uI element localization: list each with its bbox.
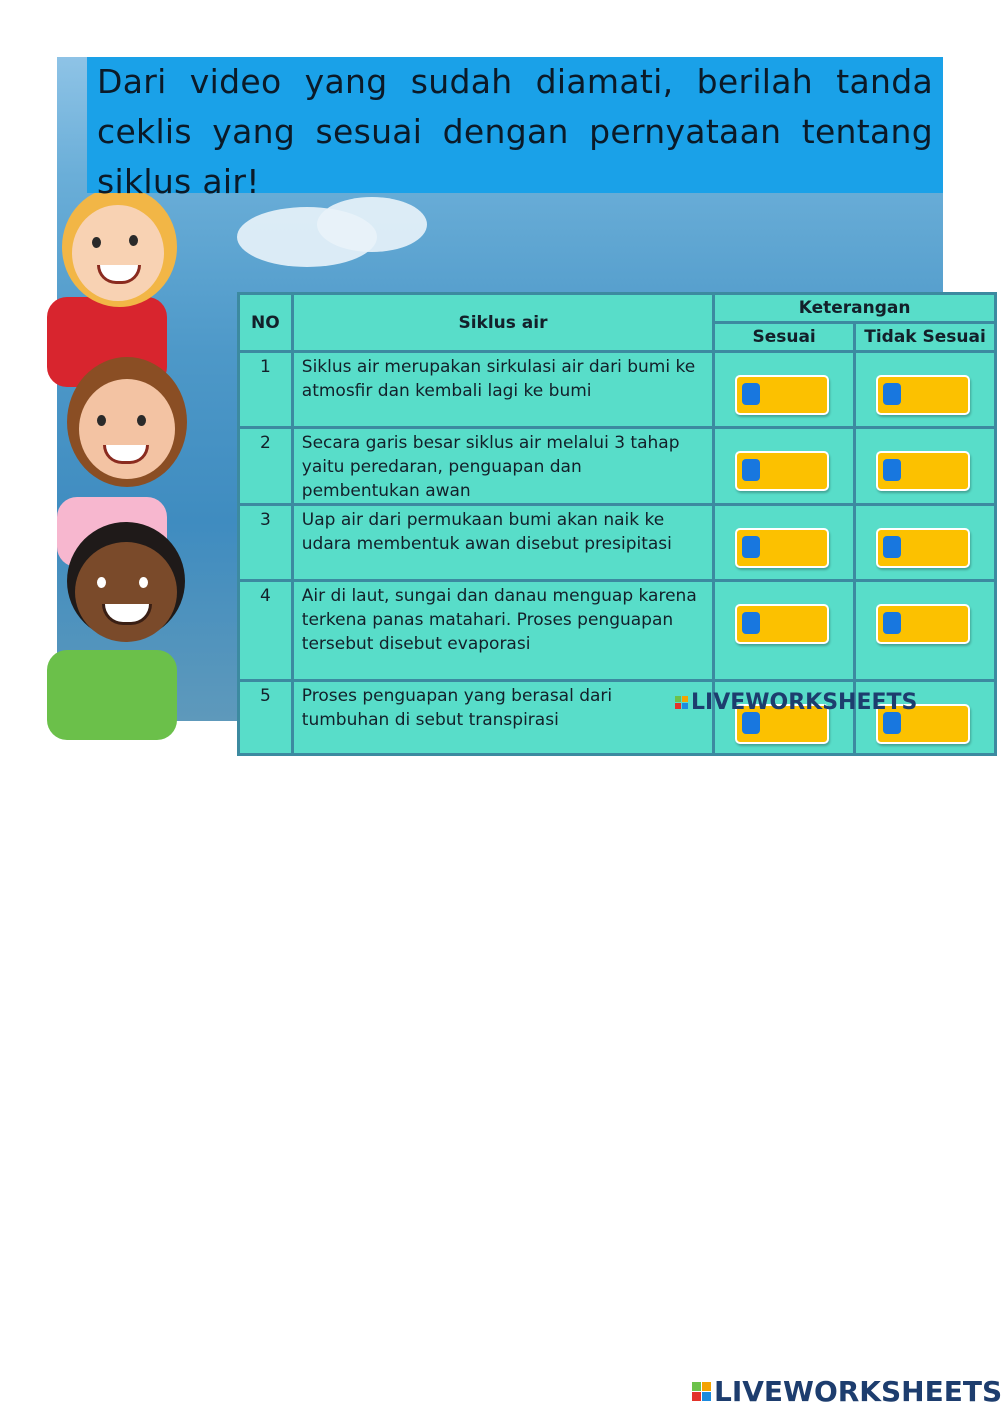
checkbox-toggle-icon [742,459,760,481]
instruction-text: Dari video yang sudah diamati, berilah tanda ceklis yang sesuai dengan pernyataan tentang siklus air! [97,62,933,201]
checkbox-toggle-icon [742,536,760,558]
header-sesuai: Sesuai [714,323,855,352]
row-number: 3 [239,505,293,581]
checkbox-toggle-icon [883,383,901,405]
liveworksheets-watermark [675,690,917,715]
checkbox-toggle-icon [742,383,760,405]
worksheet-image [57,57,986,730]
row-statement: Uap air dari permukaan bumi akan naik ke udara membentuk awan disebut presipitasi [292,505,713,581]
brand-text: LIVEWORKSHEETS [691,690,918,715]
tidak-sesuai-checkbox[interactable] [876,528,970,568]
instruction-banner [87,57,943,201]
kid-boy-illustration [57,522,197,722]
row-statement: Siklus air merupakan sirkulasi air dari bumi ke atmosfir dan kembali lagi ke bumi [292,352,713,428]
liveworksheets-logo-icon [692,1382,711,1401]
header-tidak-sesuai: Tidak Sesuai [855,323,996,352]
liveworksheets-logo-icon [675,696,688,709]
checkbox-toggle-icon [883,536,901,558]
sesuai-cell [714,428,855,505]
sesuai-checkbox[interactable] [735,451,829,491]
tidak-sesuai-checkbox[interactable] [876,451,970,491]
row-number: 5 [239,681,293,755]
row-statement: Secara garis besar siklus air melalui 3 tahap yaitu peredaran, penguapan dan pembentukan awan [292,428,713,505]
table-row [239,505,996,581]
tidak-sesuai-checkbox[interactable] [876,604,970,644]
checkbox-toggle-icon [883,612,901,634]
sesuai-checkbox[interactable] [735,528,829,568]
row-statement: Air di laut, sungai dan danau menguap karena terkena panas matahari. Proses penguapan tersebut disebut evaporasi [292,581,713,681]
sesuai-cell [714,581,855,681]
header-no: NO [239,294,293,352]
sesuai-checkbox[interactable] [735,375,829,415]
table-row [239,428,996,505]
sesuai-checkbox[interactable] [735,604,829,644]
sesuai-cell [714,505,855,581]
table-row [239,352,996,428]
row-statement: Proses penguapan yang berasal dari tumbuhan di sebut transpirasi [292,681,713,755]
sesuai-cell [714,352,855,428]
checkbox-toggle-icon [742,712,760,734]
header-keterangan: Keterangan [714,294,996,323]
row-number: 4 [239,581,293,681]
row-number: 1 [239,352,293,428]
checkbox-toggle-icon [883,459,901,481]
row-number: 2 [239,428,293,505]
tidak-sesuai-cell [855,428,996,505]
tidak-sesuai-cell [855,505,996,581]
liveworksheets-footer-logo[interactable] [692,1375,1002,1408]
water-cycle-table [237,292,997,756]
kid-girl-blonde-illustration [57,187,187,377]
checkbox-toggle-icon [742,612,760,634]
table-row [239,581,996,681]
header-statement: Siklus air [292,294,713,352]
tidak-sesuai-cell [855,581,996,681]
tidak-sesuai-checkbox[interactable] [876,375,970,415]
tidak-sesuai-cell [855,352,996,428]
checkbox-toggle-icon [883,712,901,734]
brand-text: LIVEWORKSHEETS [714,1375,1002,1408]
